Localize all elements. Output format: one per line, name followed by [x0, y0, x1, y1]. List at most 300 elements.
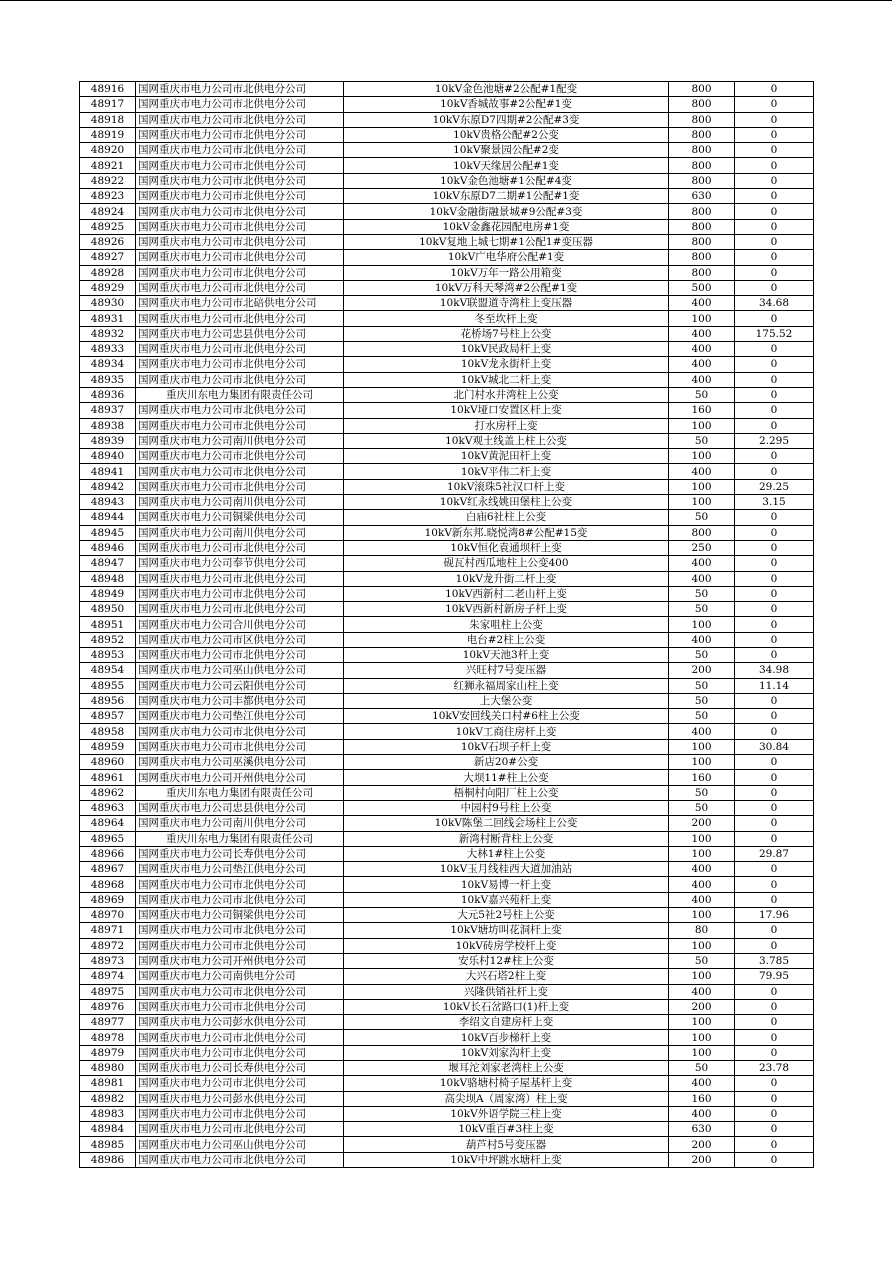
table-row	[80, 311, 814, 326]
company-cell: 国网重庆市电力公司市北供电分公司	[136, 342, 344, 357]
table-row	[80, 342, 814, 357]
capacity-cell: 800	[669, 97, 735, 112]
row-id-cell: 48946	[80, 540, 136, 555]
row-id-cell: 48930	[80, 296, 136, 311]
value-cell: 0	[735, 250, 814, 265]
capacity-cell: 800	[669, 158, 735, 173]
capacity-cell: 800	[669, 234, 735, 249]
company-cell: 国网重庆市电力公司市北供电分公司	[136, 739, 344, 754]
row-id-cell: 48980	[80, 1061, 136, 1076]
value-cell: 0	[735, 877, 814, 892]
transformer-name-cell: 10kV百步梯杆上变	[344, 1030, 669, 1045]
transformer-name-cell: 10kV龙永街杆上变	[344, 357, 669, 372]
capacity-cell: 400	[669, 571, 735, 586]
table-row	[80, 1106, 814, 1121]
table-row	[80, 816, 814, 831]
row-id-cell: 48929	[80, 280, 136, 295]
row-id-cell: 48921	[80, 158, 136, 173]
capacity-cell: 100	[669, 908, 735, 923]
capacity-cell: 100	[669, 479, 735, 494]
table-row	[80, 387, 814, 402]
company-cell: 国网重庆市电力公司铜梁供电分公司	[136, 908, 344, 923]
value-cell: 0	[735, 510, 814, 525]
table-row	[80, 510, 814, 525]
company-cell: 国网重庆市电力公司市北供电分公司	[136, 540, 344, 555]
row-id-cell: 48919	[80, 127, 136, 142]
value-cell: 0	[735, 265, 814, 280]
company-cell: 国网重庆市电力公司彭水供电分公司	[136, 1015, 344, 1030]
table-row	[80, 892, 814, 907]
row-id-cell: 48953	[80, 647, 136, 662]
table-row	[80, 785, 814, 800]
company-cell: 国网重庆市电力公司合川供电分公司	[136, 617, 344, 632]
transformer-name-cell: 大兴石塔2柱上变	[344, 969, 669, 984]
transformer-name-cell: 10kV聚景园公配#2变	[344, 143, 669, 158]
transformer-name-cell: 上大堡公变	[344, 693, 669, 708]
transformer-name-cell: 堰耳沱刘家老湾柱上公变	[344, 1061, 669, 1076]
company-cell: 国网重庆市电力公司市北供电分公司	[136, 403, 344, 418]
capacity-cell: 50	[669, 510, 735, 525]
table-row	[80, 219, 814, 234]
value-cell: 0	[735, 357, 814, 372]
row-id-cell: 48923	[80, 189, 136, 204]
value-cell: 0	[735, 586, 814, 601]
table-row	[80, 173, 814, 188]
transformer-name-cell: 10kV金色池塘#2公配#1配变	[344, 82, 669, 97]
capacity-cell: 80	[669, 923, 735, 938]
transformer-name-cell: 10kV西新村新房子杆上变	[344, 602, 669, 617]
row-id-cell: 48943	[80, 495, 136, 510]
table-row	[80, 1076, 814, 1091]
capacity-cell: 50	[669, 586, 735, 601]
capacity-cell: 400	[669, 724, 735, 739]
transformer-name-cell: 花桥场7号柱上公变	[344, 326, 669, 341]
capacity-cell: 800	[669, 525, 735, 540]
table-row	[80, 1030, 814, 1045]
row-id-cell: 48942	[80, 479, 136, 494]
table-row	[80, 464, 814, 479]
value-cell: 0	[735, 1106, 814, 1121]
value-cell: 0	[735, 999, 814, 1014]
table-row	[80, 602, 814, 617]
value-cell: 0	[735, 372, 814, 387]
row-id-cell: 48931	[80, 311, 136, 326]
transformer-name-cell: 兴隆供销社杆上变	[344, 984, 669, 999]
value-cell: 0	[735, 785, 814, 800]
company-cell: 国网重庆市电力公司市北供电分公司	[136, 1030, 344, 1045]
value-cell: 0	[735, 755, 814, 770]
company-cell: 国网重庆市电力公司市北供电分公司	[136, 464, 344, 479]
company-cell: 国网重庆市电力公司市北供电分公司	[136, 1076, 344, 1091]
transformer-name-cell: 10kV嘉兴苑杆上变	[344, 892, 669, 907]
value-cell: 0	[735, 647, 814, 662]
transformer-name-cell: 10kV金鑫花园配电房#1变	[344, 219, 669, 234]
capacity-cell: 200	[669, 663, 735, 678]
transformer-name-cell: 李绍文自建房杆上变	[344, 1015, 669, 1030]
table-row	[80, 755, 814, 770]
row-id-cell: 48949	[80, 586, 136, 601]
company-cell: 国网重庆市电力公司市北供电分公司	[136, 204, 344, 219]
value-cell: 0	[735, 82, 814, 97]
row-id-cell: 48964	[80, 816, 136, 831]
value-cell: 0	[735, 770, 814, 785]
row-id-cell: 48936	[80, 387, 136, 402]
table-row	[80, 617, 814, 632]
row-id-cell: 48975	[80, 984, 136, 999]
table-row	[80, 97, 814, 112]
capacity-cell: 160	[669, 1091, 735, 1106]
transformer-name-cell: 10kV贵格公配#2公变	[344, 127, 669, 142]
transformer-name-cell: 10kV石坝子杆上变	[344, 739, 669, 754]
table-row	[80, 693, 814, 708]
row-id-cell: 48979	[80, 1045, 136, 1060]
table-row	[80, 234, 814, 249]
row-id-cell: 48927	[80, 250, 136, 265]
capacity-cell: 400	[669, 877, 735, 892]
company-cell: 国网重庆市电力公司垫江供电分公司	[136, 862, 344, 877]
transformer-name-cell: 10kV金色池塘#1公配#4变	[344, 173, 669, 188]
value-cell: 0	[735, 418, 814, 433]
table-row	[80, 724, 814, 739]
row-id-cell: 48951	[80, 617, 136, 632]
company-cell: 国网重庆市电力公司市北供电分公司	[136, 219, 344, 234]
company-cell: 国网重庆市电力公司铜梁供电分公司	[136, 510, 344, 525]
table-row	[80, 984, 814, 999]
row-id-cell: 48960	[80, 755, 136, 770]
transformer-name-cell: 10kV滚珠5社汉口杆上变	[344, 479, 669, 494]
company-cell: 国网重庆市电力公司市北供电分公司	[136, 1152, 344, 1167]
value-cell: 0	[735, 449, 814, 464]
company-cell: 国网重庆市电力公司市北供电分公司	[136, 923, 344, 938]
value-cell: 0	[735, 311, 814, 326]
transformer-name-cell: 10kV联盟道寺湾柱上变压器	[344, 296, 669, 311]
row-id-cell: 48983	[80, 1106, 136, 1121]
value-cell: 0	[735, 97, 814, 112]
transformer-name-cell: 10kV红永线姚田堡柱上公变	[344, 495, 669, 510]
table-row	[80, 999, 814, 1014]
capacity-cell: 400	[669, 342, 735, 357]
value-cell: 2.295	[735, 433, 814, 448]
row-id-cell: 48938	[80, 418, 136, 433]
row-id-cell: 48972	[80, 938, 136, 953]
company-cell: 国网重庆市电力公司市北供电分公司	[136, 586, 344, 601]
transformer-name-cell: 10kV长石岔路口(1)杆上变	[344, 999, 669, 1014]
transformer-name-cell: 10kV重百#3柱上变	[344, 1122, 669, 1137]
table-row	[80, 678, 814, 693]
company-cell: 国网重庆市电力公司南供电分公司	[136, 969, 344, 984]
transformer-name-cell: 兴旺村7号变压器	[344, 663, 669, 678]
capacity-cell: 50	[669, 387, 735, 402]
company-cell: 国网重庆市电力公司市北供电分公司	[136, 999, 344, 1014]
value-cell: 29.87	[735, 846, 814, 861]
table-row	[80, 525, 814, 540]
table-row	[80, 357, 814, 372]
row-id-cell: 48916	[80, 82, 136, 97]
capacity-cell: 50	[669, 709, 735, 724]
capacity-cell: 800	[669, 173, 735, 188]
value-cell: 79.95	[735, 969, 814, 984]
row-id-cell: 48934	[80, 357, 136, 372]
row-id-cell: 48958	[80, 724, 136, 739]
table-row	[80, 800, 814, 815]
company-cell: 国网重庆市电力公司云阳供电分公司	[136, 678, 344, 693]
company-cell: 国网重庆市电力公司市北供电分公司	[136, 158, 344, 173]
company-cell: 国网重庆市电力公司市北供电分公司	[136, 892, 344, 907]
value-cell: 0	[735, 938, 814, 953]
transformer-name-cell: 10kV西新村二老山杆上变	[344, 586, 669, 601]
row-id-cell: 48985	[80, 1137, 136, 1152]
value-cell: 0	[735, 158, 814, 173]
table-row	[80, 204, 814, 219]
value-cell: 0	[735, 724, 814, 739]
table-row	[80, 143, 814, 158]
company-cell: 国网重庆市电力公司南川供电分公司	[136, 525, 344, 540]
capacity-cell: 400	[669, 892, 735, 907]
transformer-name-cell: 10kV易博一杆上变	[344, 877, 669, 892]
transformer-name-cell: 白庙6社柱上公变	[344, 510, 669, 525]
value-cell: 3.785	[735, 953, 814, 968]
capacity-cell: 630	[669, 1122, 735, 1137]
company-cell: 国网重庆市电力公司市北供电分公司	[136, 1106, 344, 1121]
capacity-cell: 50	[669, 693, 735, 708]
company-cell: 国网重庆市电力公司丰都供电分公司	[136, 693, 344, 708]
transformer-name-cell: 10kV工商住房杆上变	[344, 724, 669, 739]
capacity-cell: 100	[669, 495, 735, 510]
value-cell: 0	[735, 1122, 814, 1137]
row-id-cell: 48917	[80, 97, 136, 112]
company-cell: 国网重庆市电力公司长寿供电分公司	[136, 846, 344, 861]
value-cell: 0	[735, 923, 814, 938]
transformer-name-cell: 大坝11#柱上公变	[344, 770, 669, 785]
row-id-cell: 48968	[80, 877, 136, 892]
transformer-name-cell: 砚瓦村西瓜地柱上公变400	[344, 556, 669, 571]
value-cell: 0	[735, 556, 814, 571]
row-id-cell: 48966	[80, 846, 136, 861]
company-cell: 国网重庆市电力公司市北供电分公司	[136, 357, 344, 372]
capacity-cell: 100	[669, 1015, 735, 1030]
transformer-name-cell: 打水房杆上变	[344, 418, 669, 433]
table-row	[80, 586, 814, 601]
company-cell: 国网重庆市电力公司市北供电分公司	[136, 127, 344, 142]
company-cell: 国网重庆市电力公司市北供电分公司	[136, 234, 344, 249]
capacity-cell: 100	[669, 739, 735, 754]
capacity-cell: 400	[669, 326, 735, 341]
value-cell: 29.25	[735, 479, 814, 494]
company-cell: 国网重庆市电力公司市北供电分公司	[136, 173, 344, 188]
data-table	[79, 81, 814, 1168]
company-cell: 重庆川东电力集团有限责任公司	[136, 785, 344, 800]
company-cell: 国网重庆市电力公司南川供电分公司	[136, 816, 344, 831]
value-cell: 0	[735, 1015, 814, 1030]
company-cell: 国网重庆市电力公司市北供电分公司	[136, 265, 344, 280]
row-id-cell: 48944	[80, 510, 136, 525]
table-row	[80, 326, 814, 341]
table-row	[80, 770, 814, 785]
transformer-name-cell: 中园村9号柱上公变	[344, 800, 669, 815]
row-id-cell: 48928	[80, 265, 136, 280]
row-id-cell: 48954	[80, 663, 136, 678]
row-id-cell: 48973	[80, 953, 136, 968]
company-cell: 国网重庆市电力公司巫溪供电分公司	[136, 755, 344, 770]
capacity-cell: 630	[669, 189, 735, 204]
value-cell: 34.68	[735, 296, 814, 311]
capacity-cell: 200	[669, 1137, 735, 1152]
value-cell: 17.96	[735, 908, 814, 923]
table-row	[80, 1137, 814, 1152]
company-cell: 国网重庆市电力公司忠县供电分公司	[136, 326, 344, 341]
row-id-cell: 48952	[80, 632, 136, 647]
company-cell: 国网重庆市电力公司巫山供电分公司	[136, 1137, 344, 1152]
transformer-name-cell: 10kV恒化袁通坝杆上变	[344, 540, 669, 555]
company-cell: 国网重庆市电力公司市北供电分公司	[136, 189, 344, 204]
capacity-cell: 400	[669, 984, 735, 999]
table-row	[80, 189, 814, 204]
table-row	[80, 540, 814, 555]
company-cell: 国网重庆市电力公司市北供电分公司	[136, 647, 344, 662]
table-row	[80, 112, 814, 127]
table-row	[80, 1061, 814, 1076]
row-id-cell: 48922	[80, 173, 136, 188]
company-cell: 国网重庆市电力公司忠县供电分公司	[136, 800, 344, 815]
value-cell: 0	[735, 800, 814, 815]
row-id-cell: 48950	[80, 602, 136, 617]
capacity-cell: 200	[669, 999, 735, 1014]
value-cell: 0	[735, 403, 814, 418]
row-id-cell: 48940	[80, 449, 136, 464]
transformer-name-cell: 10kV万科天琴湾#2公配#1变	[344, 280, 669, 295]
transformer-name-cell: 10kV天缘居公配#1变	[344, 158, 669, 173]
table-row	[80, 739, 814, 754]
value-cell: 0	[735, 143, 814, 158]
company-cell: 国网重庆市电力公司市北供电分公司	[136, 418, 344, 433]
table-row	[80, 82, 814, 97]
value-cell: 0	[735, 280, 814, 295]
transformer-name-cell: 10kV新东邦.晓悦湾8#公配#15变	[344, 525, 669, 540]
value-cell: 0	[735, 617, 814, 632]
table-row	[80, 250, 814, 265]
transformer-name-cell: 葫芦村5号变压器	[344, 1137, 669, 1152]
row-id-cell: 48977	[80, 1015, 136, 1030]
company-cell: 国网重庆市电力公司巫山供电分公司	[136, 663, 344, 678]
row-id-cell: 48957	[80, 709, 136, 724]
table-row	[80, 296, 814, 311]
row-id-cell: 48948	[80, 571, 136, 586]
table-row	[80, 479, 814, 494]
row-id-cell: 48920	[80, 143, 136, 158]
capacity-cell: 800	[669, 82, 735, 97]
row-id-cell: 48924	[80, 204, 136, 219]
capacity-cell: 160	[669, 770, 735, 785]
capacity-cell: 50	[669, 647, 735, 662]
transformer-name-cell: 10kV平伟二杆上变	[344, 464, 669, 479]
row-id-cell: 48937	[80, 403, 136, 418]
capacity-cell: 50	[669, 800, 735, 815]
capacity-cell: 100	[669, 831, 735, 846]
value-cell: 0	[735, 127, 814, 142]
table-row	[80, 1122, 814, 1137]
data-table-body	[80, 82, 814, 1168]
company-cell: 国网重庆市电力公司市北供电分公司	[136, 602, 344, 617]
value-cell: 175.52	[735, 326, 814, 341]
company-cell: 国网重庆市电力公司市北供电分公司	[136, 311, 344, 326]
company-cell: 国网重庆市电力公司开州供电分公司	[136, 953, 344, 968]
row-id-cell: 48935	[80, 372, 136, 387]
table-row	[80, 433, 814, 448]
row-id-cell: 48961	[80, 770, 136, 785]
company-cell: 国网重庆市电力公司长寿供电分公司	[136, 1061, 344, 1076]
row-id-cell: 48932	[80, 326, 136, 341]
transformer-name-cell: 大林1#柱上公变	[344, 846, 669, 861]
company-cell: 国网重庆市电力公司市北供电分公司	[136, 1045, 344, 1060]
table-row	[80, 280, 814, 295]
company-cell: 国网重庆市电力公司市北供电分公司	[136, 97, 344, 112]
capacity-cell: 200	[669, 816, 735, 831]
capacity-cell: 100	[669, 846, 735, 861]
transformer-name-cell: 高尖坝A（周家湾）柱上变	[344, 1091, 669, 1106]
row-id-cell: 48978	[80, 1030, 136, 1045]
row-id-cell: 48956	[80, 693, 136, 708]
transformer-name-cell: 10kV东原D7二期#1公配#1变	[344, 189, 669, 204]
transformer-name-cell: 10kV砖房学校杆上变	[344, 938, 669, 953]
transformer-name-cell: 朱家咀柱上公变	[344, 617, 669, 632]
table-row	[80, 908, 814, 923]
table-row	[80, 1045, 814, 1060]
capacity-cell: 200	[669, 1152, 735, 1167]
capacity-cell: 100	[669, 449, 735, 464]
capacity-cell: 100	[669, 1030, 735, 1045]
value-cell: 0	[735, 816, 814, 831]
row-id-cell: 48982	[80, 1091, 136, 1106]
company-cell: 国网重庆市电力公司彭水供电分公司	[136, 1091, 344, 1106]
capacity-cell: 50	[669, 1061, 735, 1076]
row-id-cell: 48939	[80, 433, 136, 448]
value-cell: 0	[735, 693, 814, 708]
transformer-name-cell: 10kV万年一路公用箱变	[344, 265, 669, 280]
capacity-cell: 500	[669, 280, 735, 295]
company-cell: 国网重庆市电力公司垫江供电分公司	[136, 709, 344, 724]
value-cell: 0	[735, 1152, 814, 1167]
value-cell: 0	[735, 892, 814, 907]
table-row	[80, 1152, 814, 1167]
value-cell: 0	[735, 204, 814, 219]
transformer-name-cell: 10kV塘坊叫花洞杆上变	[344, 923, 669, 938]
value-cell: 0	[735, 234, 814, 249]
transformer-name-cell: 10kV广电华府公配#1变	[344, 250, 669, 265]
capacity-cell: 100	[669, 1045, 735, 1060]
transformer-name-cell: 新店20#公变	[344, 755, 669, 770]
value-cell: 3.15	[735, 495, 814, 510]
capacity-cell: 160	[669, 403, 735, 418]
capacity-cell: 100	[669, 969, 735, 984]
company-cell: 国网重庆市电力公司开州供电分公司	[136, 770, 344, 785]
company-cell: 国网重庆市电力公司市北供电分公司	[136, 877, 344, 892]
transformer-name-cell: 安乐村12#柱上公变	[344, 953, 669, 968]
capacity-cell: 400	[669, 1076, 735, 1091]
table-row	[80, 877, 814, 892]
capacity-cell: 400	[669, 296, 735, 311]
value-cell: 0	[735, 1076, 814, 1091]
table-row	[80, 418, 814, 433]
row-id-cell: 48933	[80, 342, 136, 357]
company-cell: 国网重庆市电力公司市北供电分公司	[136, 984, 344, 999]
value-cell: 23.78	[735, 1061, 814, 1076]
capacity-cell: 800	[669, 143, 735, 158]
transformer-name-cell: 10kV民政局杆上变	[344, 342, 669, 357]
table-row	[80, 663, 814, 678]
capacity-cell: 400	[669, 372, 735, 387]
transformer-name-cell: 10kV复地上城七期#1公配1#变压器	[344, 234, 669, 249]
value-cell: 0	[735, 112, 814, 127]
